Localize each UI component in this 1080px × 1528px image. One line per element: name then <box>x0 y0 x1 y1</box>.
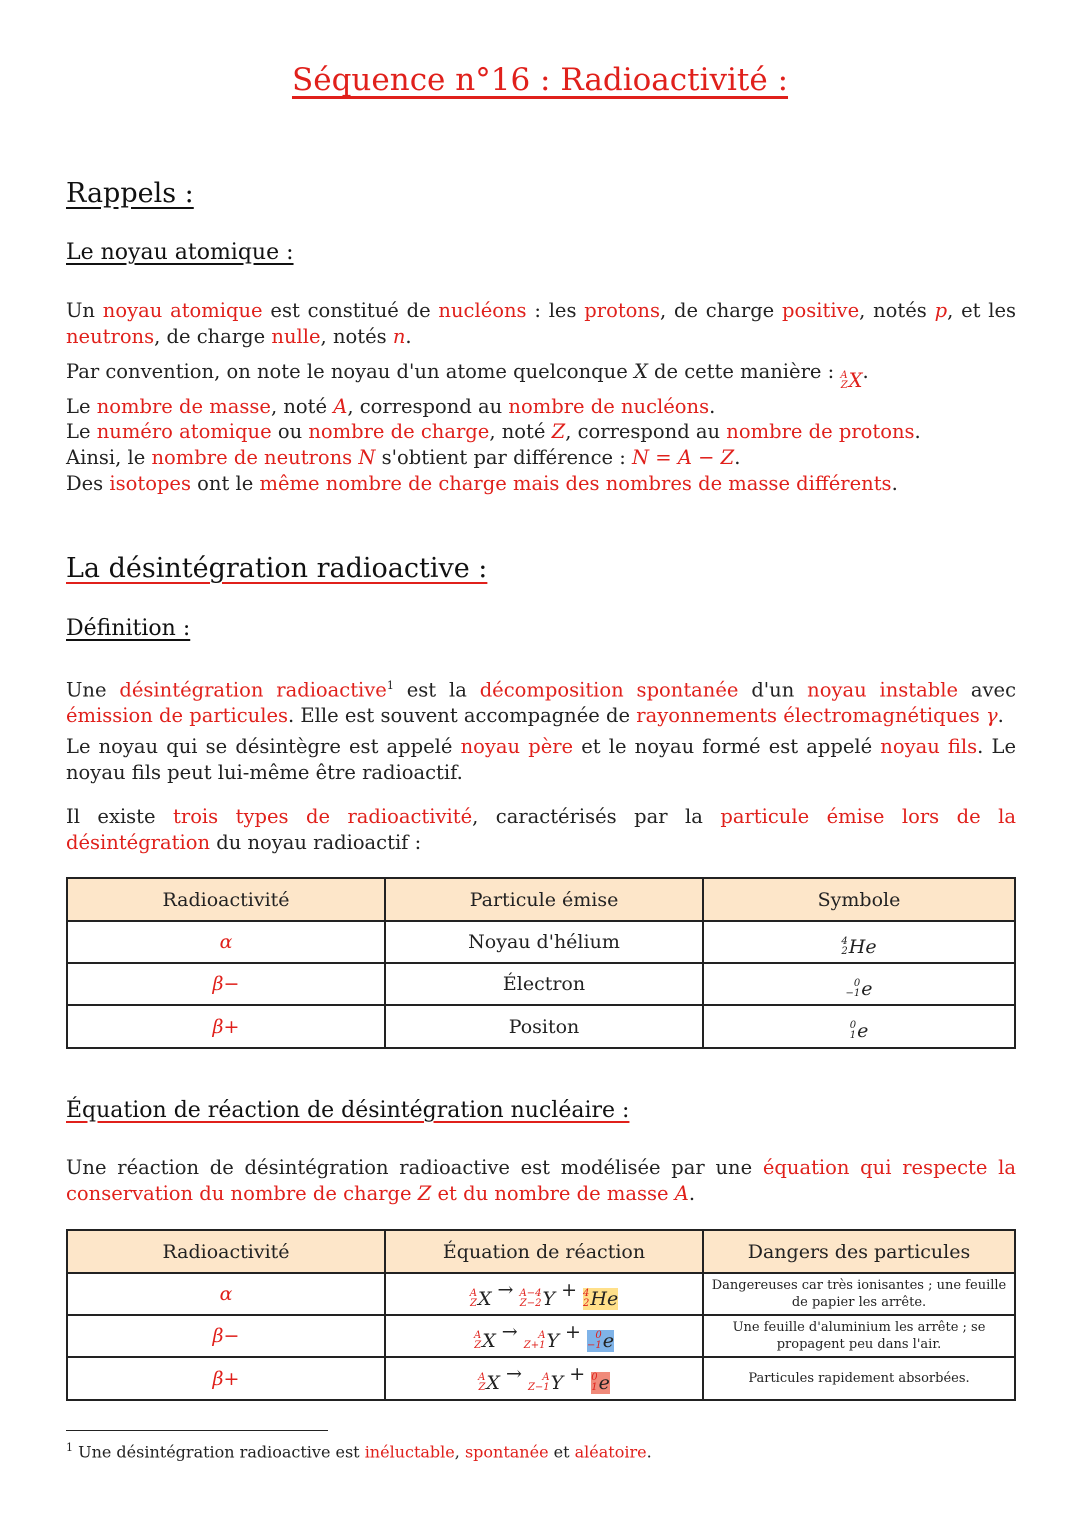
table-header-row <box>67 878 1015 921</box>
table-row: α A Z X → A−4 Z−2 Y + 4 2 He Dangereuses car très ionisantes ; une feuille de papier les arrête. <box>67 1273 1015 1315</box>
table-header-row <box>67 1230 1015 1273</box>
notation-line-1: Par convention, on note le noyau d'un atome quelconque X de cette manière : A Z X . <box>66 360 869 393</box>
noyau-pere-paragraph: Le noyau qui se désintègre est appelé noyau père et le noyau formé est appelé noyau fils. Le noyau fils peut lui-même être radioactif. <box>66 735 1016 784</box>
types-paragraph: Il existe trois types de radioactivité, caractérisés par la particule émise lors de la désintégration du noyau radioactif : <box>66 805 1016 854</box>
page-title: Séquence n°16 : Radioactivité : <box>291 62 789 98</box>
table-row: β+ Positon 0 1 e <box>67 1005 1015 1048</box>
column-header: Radioactivité <box>67 1230 385 1273</box>
column-header: Équation de réaction <box>385 1230 703 1273</box>
radioactivity-types-table <box>66 877 1016 1049</box>
beta-minus-equation: A Z X → A Z+1 Y + 0 −1 e <box>385 1315 703 1357</box>
noyau-subheading: Le noyau atomique : <box>66 240 294 265</box>
desintegration-heading: La désintégration radioactive : <box>66 553 488 584</box>
table-row: α Noyau d'hélium 4 2 He <box>67 921 1015 963</box>
rappels-heading: Rappels : <box>66 178 194 209</box>
alpha-equation: A Z X → A−4 Z−2 Y + 4 2 He <box>385 1273 703 1315</box>
table-row: β+ A Z X → A Z−1 Y + 0 1 e Particules rapidement absorbées. <box>67 1357 1015 1400</box>
footnote-divider <box>66 1430 328 1431</box>
column-header: Symbole <box>703 878 1015 921</box>
footnote: $^1$ Une désintégration radioactive est inéluctable, spontanée et aléatoire. <box>66 1441 652 1462</box>
column-header: Radioactivité <box>67 878 385 921</box>
column-header: Particule émise <box>385 878 703 921</box>
definition-paragraph: Une désintégration radioactive$^1$ est la décomposition spontanée d'un noyau instable avec émission de particules. Elle est souvent accompagnée de rayonnements électromagnétiques γ. <box>66 678 1016 727</box>
notation-line-4: Ainsi, le nombre de neutrons N s'obtient par différence : N = A − Z. <box>66 445 741 469</box>
noyau-paragraph: Un noyau atomique est constitué de nucléons : les protons, de charge positive, notés p, et les neutrons, de charge nulle, notés n. <box>66 299 1017 348</box>
definition-subheading: Définition : <box>66 616 191 641</box>
reaction-equations-table <box>66 1229 1016 1401</box>
notation-line-3: Le numéro atomique ou nombre de charge, noté Z, correspond au nombre de protons. <box>66 420 921 444</box>
isotopes-paragraph: Des isotopes ont le même nombre de charge mais des nombres de masse différents. <box>66 472 898 495</box>
notation-line-2: Le nombre de masse, noté A, correspond au nombre de nucléons. <box>66 394 716 418</box>
column-header: Dangers des particules <box>703 1230 1015 1273</box>
notation-paragraph <box>66 359 1016 470</box>
table-row: β− Électron 0 −1 e <box>67 963 1015 1005</box>
table-row: β− A Z X → A Z+1 Y + 0 −1 e Une feuille d'aluminium les arrête ; se propagent peu dans l'air. <box>67 1315 1015 1357</box>
equation-paragraph: Une réaction de désintégration radioactive est modélisée par une équation qui respecte la conservation du nombre de charge Z et du nombre de masse A. <box>66 1156 1016 1205</box>
beta-plus-equation: A Z X → A Z−1 Y + 0 1 e <box>385 1357 703 1400</box>
equation-heading: Équation de réaction de désintégration nucléaire : <box>66 1098 630 1123</box>
nuclide-notation: A Z X <box>840 369 863 393</box>
